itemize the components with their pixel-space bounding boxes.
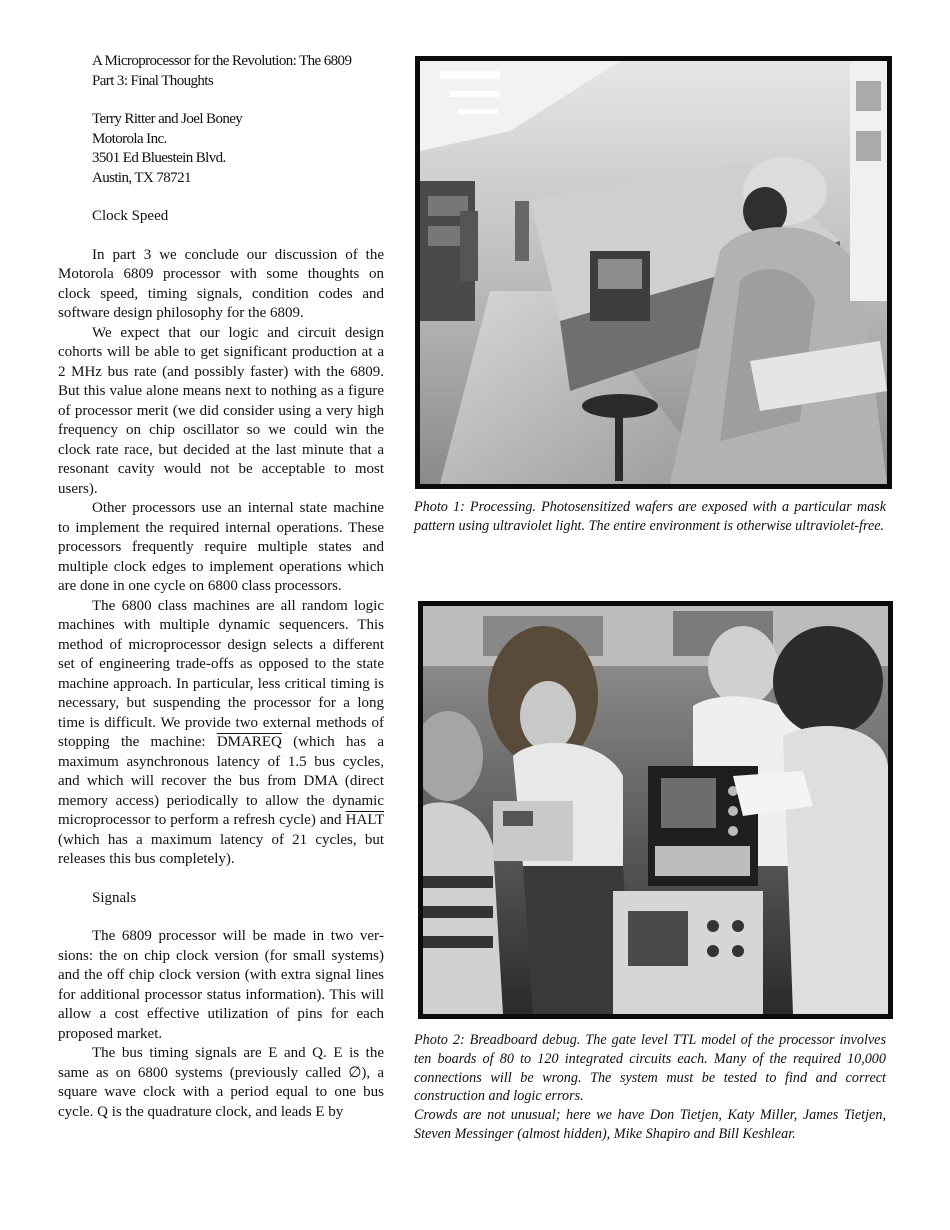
photo-processing — [415, 56, 892, 489]
article-header — [92, 52, 384, 188]
city-address: Austin, TX 78721 — [92, 169, 191, 186]
photo-processing-image — [420, 61, 887, 484]
photo-breadboard-debug — [418, 601, 893, 1019]
paragraph: In part 3 we conclude our discussion of the Motorola 6809 processor with some thoughts on clock speed, timing signals, condition codes and software design philosophy for the 6809. — [58, 246, 384, 321]
paragraph: The 6800 class machines are all random logic machines with multiple dynamic sequencers. This method of microprocessor design selects a different set of engineering trade-offs as opposed to the state machine approach. In particular, less critical timing is necessary, but suspending the processor for a long time is difficult. We provide two external methods of stopping the machine: DMAREQ (which has a maximum asynchronous latency of 1.5 bus cycles, and which will recover the bus from DMA (direct memory access) periodically to allow the dynamic microprocessor to perform a refresh cycle) and HALT (which has a maximum latency of 21 cycles, but releases this bus completely). — [58, 597, 384, 867]
article-subtitle: Part 3: Final Thoughts — [92, 72, 214, 89]
left-column — [58, 52, 384, 1122]
paragraph: The bus timing signals are E and Q. E is the same as on 6800 systems (previously called ∅), a square wave clock with a period equal to one bus cycle. Q is the quadrature clock, and leads E by — [58, 1045, 384, 1120]
photo-breadboard-debug-caption: Photo 2: Breadboard debug. The gate level TTL model of the processor involves ten boards of 80 to 120 integrated circuits each. Many of the required 10,000 connections will be wrong. The system must be tested to find and correct construction and logic errors. Crowds are not unusual; here we have Don Tietjen, Katy Miller, James Tietjen, Steven Messinger (almost hidden), Mike Shapiro and Bill Keshlear. — [414, 1032, 886, 1142]
photo-processing-caption: Photo 1: Processing. Photosensitized wafers are exposed with a particular mask pattern using ultraviolet light. The entire environment is otherwise ultraviolet-free. — [414, 499, 886, 534]
signals-body — [58, 927, 384, 1122]
paragraph: Other processors use an internal state machine to implement the required internal operations. These processors frequently require multiple states and multiple clock edges to implement operations which are done in one cycle on 6800 class processors. — [58, 500, 384, 594]
street-address: 3501 Ed Bluestein Blvd. — [92, 150, 226, 166]
halt-signal: HALT — [345, 812, 384, 828]
photo-breadboard-debug-image — [423, 606, 888, 1014]
section-title-signals: Signals — [92, 889, 137, 906]
dmareq-signal: DMAREQ — [216, 734, 282, 750]
company: Motorola Inc. — [92, 130, 167, 147]
clock-speed-body — [58, 246, 384, 870]
article-title: A Microprocessor for the Revolution: The 6809 — [92, 53, 352, 69]
paragraph: The 6809 processor will be made in two versions: the on chip clock version (for small systems) and the off chip clock version (with extra signal lines for additional processor status information). This will allow a cost effective utilization of pins for each proposed market. — [58, 928, 384, 1042]
paragraph: We expect that our logic and circuit design cohorts will be able to get significant production at a 2 MHz bus rate (and possibly faster) with the 6809. But this value alone means next to nothing as a figure of processor merit (we did consider using a very high frequency on chip oscillator so we could win the clock rate race, but decided at the last minute that a resonant cavity would not be acceptable to most users). — [58, 324, 384, 497]
section-title-clock-speed: Clock Speed — [92, 208, 169, 224]
authors: Terry Ritter and Joel Boney — [92, 111, 243, 127]
